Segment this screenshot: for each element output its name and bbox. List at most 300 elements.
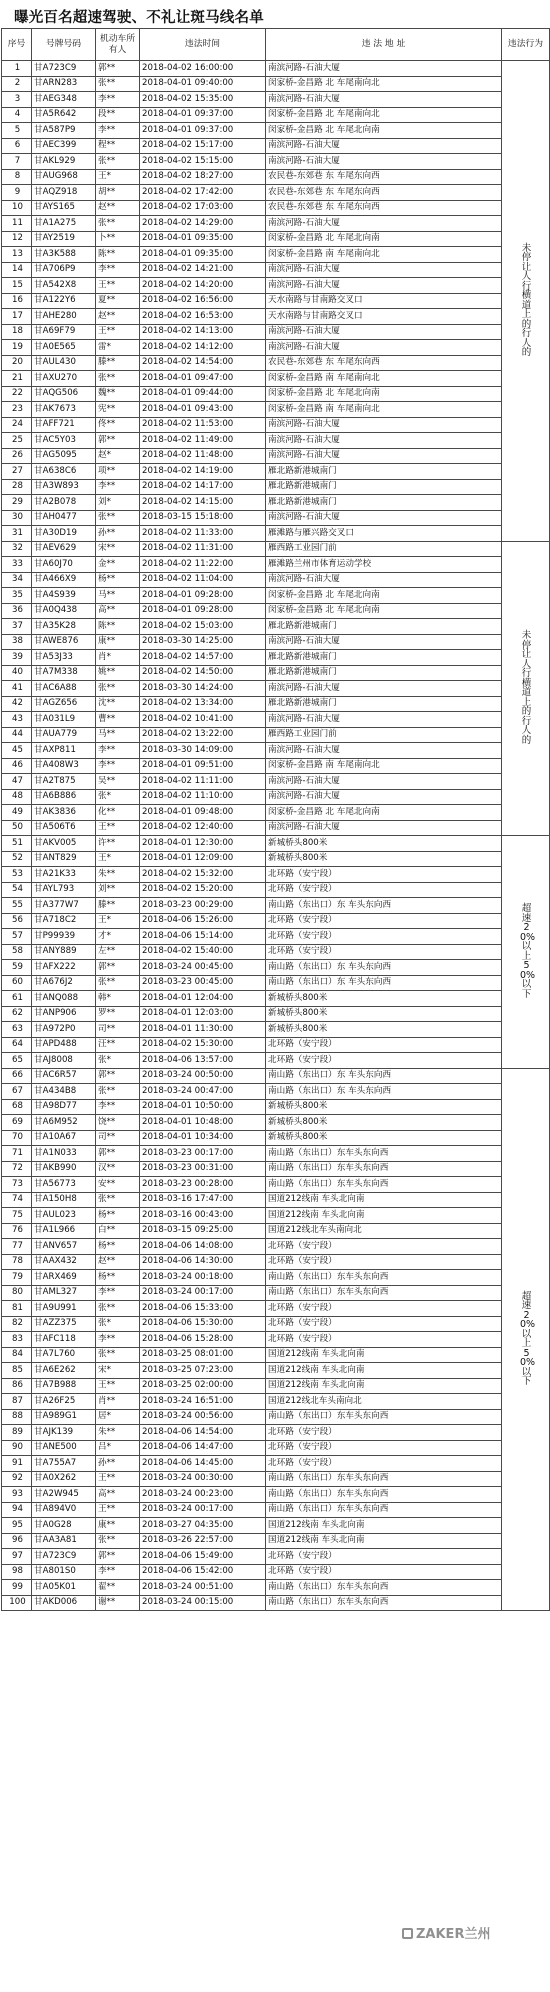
plate-cell: 甘AUA779 [32,727,96,743]
plate-cell: 甘AG5095 [32,448,96,464]
location-cell: 新城桥头800米 [266,1022,502,1038]
plate-cell: 甘A434B8 [32,1084,96,1100]
location-cell: 国道212线北车头南向北 [266,1394,502,1410]
location-cell: 南滨河路-石油大厦 [266,92,502,108]
plate-cell: 甘ANV657 [32,1239,96,1255]
location-cell: 闵家桥-金昌路 南 车尾南向北 [266,402,502,418]
owner-cell: 安** [96,1177,140,1193]
owner-cell: 曹** [96,712,140,728]
owner-cell: 韩* [96,991,140,1007]
serial-cell: 33 [2,557,32,573]
table-row [2,588,550,604]
serial-cell: 8 [2,169,32,185]
plate-cell: 甘A1N033 [32,1146,96,1162]
time-cell: 2018-03-15 15:18:00 [140,510,266,526]
location-cell: 南山路（东出口）东车头东向西 [266,1177,502,1193]
location-cell: 北环路（安宁段） [266,1456,502,1472]
table-row [2,1161,550,1177]
plate-cell: 甘A755A7 [32,1456,96,1472]
serial-cell: 58 [2,944,32,960]
time-cell: 2018-04-02 15:17:00 [140,138,266,154]
owner-cell: 才* [96,929,140,945]
location-cell: 新城桥头800米 [266,1006,502,1022]
serial-cell: 95 [2,1518,32,1534]
time-cell: 2018-04-01 09:48:00 [140,805,266,821]
serial-cell: 81 [2,1301,32,1317]
plate-cell: 甘A587P9 [32,123,96,139]
table-row [2,216,550,232]
serial-cell: 67 [2,1084,32,1100]
table-row [2,402,550,418]
serial-cell: 96 [2,1533,32,1549]
table-row [2,1533,550,1549]
serial-cell: 9 [2,185,32,201]
plate-cell: 甘A894V0 [32,1502,96,1518]
time-cell: 2018-04-02 13:22:00 [140,727,266,743]
owner-cell: 李** [96,123,140,139]
plate-cell: 甘AEV629 [32,541,96,557]
serial-cell: 59 [2,960,32,976]
owner-cell: 王** [96,1471,140,1487]
table-row [2,1084,550,1100]
serial-cell: 55 [2,898,32,914]
time-cell: 2018-04-02 14:12:00 [140,340,266,356]
time-cell: 2018-04-02 15:15:00 [140,154,266,170]
location-cell: 雁北路新港城南门 [266,665,502,681]
serial-cell: 69 [2,1115,32,1131]
owner-cell: 马** [96,588,140,604]
time-cell: 2018-04-06 13:57:00 [140,1053,266,1069]
owner-cell: 肖* [96,650,140,666]
plate-cell: 甘A7M338 [32,665,96,681]
serial-cell: 62 [2,1006,32,1022]
owner-cell: 张** [96,1084,140,1100]
serial-cell: 24 [2,417,32,433]
location-cell: 闵家桥-金昌路 北 车尾北向南 [266,805,502,821]
table-row [2,913,550,929]
serial-cell: 22 [2,386,32,402]
serial-cell: 92 [2,1471,32,1487]
owner-cell: 滕** [96,898,140,914]
serial-cell: 48 [2,789,32,805]
owner-cell: 项** [96,464,140,480]
page-title: 曝光百名超速驾驶、不礼让斑马线名单 [14,10,264,26]
table-row [2,433,550,449]
serial-cell: 70 [2,1130,32,1146]
plate-cell: 甘A408W3 [32,758,96,774]
table-row [2,1502,550,1518]
table-row [2,138,550,154]
table-row [2,92,550,108]
owner-cell: 孙** [96,1456,140,1472]
plate-cell: 甘AKB990 [32,1161,96,1177]
plate-cell: 甘A56773 [32,1177,96,1193]
serial-cell: 74 [2,1192,32,1208]
time-cell: 2018-03-25 08:01:00 [140,1347,266,1363]
owner-cell: 陈** [96,619,140,635]
time-cell: 2018-04-02 14:19:00 [140,464,266,480]
serial-cell: 1 [2,61,32,77]
owner-cell: 王** [96,1378,140,1394]
location-cell: 北环路（安宁段） [266,1254,502,1270]
table-row [2,681,550,697]
serial-cell: 36 [2,603,32,619]
plate-cell: 甘AFX222 [32,960,96,976]
location-cell: 南滨河路-石油大厦 [266,572,502,588]
serial-cell: 99 [2,1580,32,1596]
serial-cell: 85 [2,1363,32,1379]
serial-cell: 49 [2,805,32,821]
time-cell: 2018-03-30 14:24:00 [140,681,266,697]
plate-cell: 甘P99939 [32,929,96,945]
time-cell: 2018-04-01 10:34:00 [140,1130,266,1146]
time-cell: 2018-04-02 16:56:00 [140,293,266,309]
header-time: 违法时间 [140,29,266,61]
owner-cell: 朱** [96,867,140,883]
time-cell: 2018-03-24 16:51:00 [140,1394,266,1410]
owner-cell: 高** [96,603,140,619]
location-cell: 新城桥头800米 [266,851,502,867]
plate-cell: 甘AYL793 [32,882,96,898]
plate-cell: 甘ANE500 [32,1440,96,1456]
time-cell: 2018-03-15 09:25:00 [140,1223,266,1239]
serial-cell: 53 [2,867,32,883]
time-cell: 2018-04-01 09:40:00 [140,76,266,92]
table-row [2,1487,550,1503]
location-cell: 闵家桥-金昌路 北 车尾北向南 [266,231,502,247]
serial-cell: 40 [2,665,32,681]
serial-cell: 11 [2,216,32,232]
plate-cell: 甘ANY889 [32,944,96,960]
location-cell: 南山路（东出口）东车头东向西 [266,1409,502,1425]
owner-cell: 郭** [96,433,140,449]
serial-cell: 80 [2,1285,32,1301]
time-cell: 2018-03-24 00:51:00 [140,1580,266,1596]
table-row [2,727,550,743]
plate-cell: 甘A7B988 [32,1378,96,1394]
table-row [2,1022,550,1038]
location-cell: 国道212线南 车头北向南 [266,1378,502,1394]
serial-cell: 30 [2,510,32,526]
plate-cell: 甘A718C2 [32,913,96,929]
time-cell: 2018-04-01 10:48:00 [140,1115,266,1131]
table-row [2,1099,550,1115]
serial-cell: 89 [2,1425,32,1441]
plate-cell: 甘A21K33 [32,867,96,883]
table-row [2,1471,550,1487]
location-cell: 国道212线南 车头北向南 [266,1208,502,1224]
serial-cell: 77 [2,1239,32,1255]
owner-cell: 姚** [96,665,140,681]
serial-cell: 23 [2,402,32,418]
owner-cell: 赵** [96,200,140,216]
time-cell: 2018-04-01 09:37:00 [140,107,266,123]
owner-cell: 王* [96,913,140,929]
location-cell: 北环路（安宁段） [266,1440,502,1456]
serial-cell: 63 [2,1022,32,1038]
location-cell: 闵家桥-金昌路 北 车尾北向南 [266,386,502,402]
plate-cell: 甘A35K28 [32,619,96,635]
location-cell: 北环路（安宁段） [266,1053,502,1069]
serial-cell: 16 [2,293,32,309]
time-cell: 2018-04-01 09:28:00 [140,588,266,604]
owner-cell: 许** [96,836,140,852]
location-cell: 北环路（安宁段） [266,1564,502,1580]
serial-cell: 37 [2,619,32,635]
owner-cell: 李** [96,1332,140,1348]
plate-cell: 甘AFF721 [32,417,96,433]
location-cell: 南山路（东出口）东车头东向西 [266,1580,502,1596]
location-cell: 雁北路新港城南门 [266,495,502,511]
table-row [2,386,550,402]
serial-cell: 35 [2,588,32,604]
owner-cell: 夏** [96,293,140,309]
plate-cell: 甘AZZ375 [32,1316,96,1332]
owner-cell: 张** [96,371,140,387]
table-row [2,975,550,991]
serial-cell: 2 [2,76,32,92]
owner-cell: 卜** [96,231,140,247]
table-row [2,278,550,294]
owner-cell: 吕* [96,1440,140,1456]
location-cell: 北环路（安宁段） [266,1301,502,1317]
table-row [2,1115,550,1131]
location-cell: 雁北路新港城南门 [266,619,502,635]
owner-cell: 杨** [96,1270,140,1286]
time-cell: 2018-03-27 04:35:00 [140,1518,266,1534]
owner-cell: 谢** [96,1595,140,1611]
location-cell: 北环路（安宁段） [266,1037,502,1053]
location-cell: 北环路（安宁段） [266,1239,502,1255]
time-cell: 2018-04-01 09:35:00 [140,231,266,247]
time-cell: 2018-04-02 11:33:00 [140,526,266,542]
plate-cell: 甘AC6R57 [32,1068,96,1084]
time-cell: 2018-04-01 09:37:00 [140,123,266,139]
owner-cell: 郭** [96,1068,140,1084]
serial-cell: 76 [2,1223,32,1239]
owner-cell: 李** [96,758,140,774]
owner-cell: 张** [96,154,140,170]
table-row [2,510,550,526]
owner-cell: 沈** [96,696,140,712]
location-cell: 闵家桥-金昌路 北 车尾南向北 [266,107,502,123]
owner-cell: 张** [96,1192,140,1208]
table-row [2,1239,550,1255]
table-row [2,541,550,557]
time-cell: 2018-04-02 14:15:00 [140,495,266,511]
location-cell: 北环路（安宁段） [266,1316,502,1332]
time-cell: 2018-04-06 14:54:00 [140,1425,266,1441]
zaker-logo-icon [402,1928,413,1939]
serial-cell: 98 [2,1564,32,1580]
location-cell: 北环路（安宁段） [266,929,502,945]
owner-cell: 朱** [96,1425,140,1441]
time-cell: 2018-04-02 11:22:00 [140,557,266,573]
plate-cell: 甘A377W7 [32,898,96,914]
table-row [2,76,550,92]
owner-cell: 马** [96,727,140,743]
serial-cell: 79 [2,1270,32,1286]
plate-cell: 甘A7L760 [32,1347,96,1363]
table-row [2,1363,550,1379]
location-cell: 南滨河路-石油大厦 [266,278,502,294]
time-cell: 2018-04-02 15:20:00 [140,882,266,898]
owner-cell: 郭** [96,960,140,976]
time-cell: 2018-03-24 00:15:00 [140,1595,266,1611]
plate-cell: 甘AWE876 [32,634,96,650]
table-row [2,805,550,821]
time-cell: 2018-03-24 00:23:00 [140,1487,266,1503]
table-row [2,758,550,774]
plate-cell: 甘AHE280 [32,309,96,325]
table-row [2,1564,550,1580]
location-cell: 国道212线南 车头北向南 [266,1347,502,1363]
table-row [2,1208,550,1224]
location-cell: 南滨河路-石油大厦 [266,448,502,464]
location-cell: 南滨河路-石油大厦 [266,789,502,805]
table-row [2,1394,550,1410]
plate-cell: 甘A466X9 [32,572,96,588]
table-row [2,247,550,263]
time-cell: 2018-04-01 12:03:00 [140,1006,266,1022]
owner-cell: 程** [96,138,140,154]
location-cell: 农民巷-东郊巷 东 车尾东向西 [266,355,502,371]
location-cell: 农民巷-东郊巷 东 车尾东向西 [266,185,502,201]
plate-cell: 甘A69F79 [32,324,96,340]
time-cell: 2018-04-02 15:03:00 [140,619,266,635]
plate-cell: 甘A506T6 [32,820,96,836]
time-cell: 2018-04-02 11:10:00 [140,789,266,805]
plate-cell: 甘A26F25 [32,1394,96,1410]
owner-cell: 李** [96,262,140,278]
serial-cell: 18 [2,324,32,340]
serial-cell: 12 [2,231,32,247]
time-cell: 2018-04-06 14:47:00 [140,1440,266,1456]
plate-cell: 甘AUL430 [32,355,96,371]
time-cell: 2018-03-24 00:45:00 [140,960,266,976]
serial-cell: 3 [2,92,32,108]
table-row [2,665,550,681]
table-row [2,1130,550,1146]
plate-cell: 甘A2B078 [32,495,96,511]
location-cell: 闵家桥-金昌路 北 车尾北向南 [266,603,502,619]
serial-cell: 66 [2,1068,32,1084]
plate-cell: 甘ARX469 [32,1270,96,1286]
plate-cell: 甘A2T875 [32,774,96,790]
location-cell: 闵家桥-金昌路 北 车尾南向北 [266,76,502,92]
plate-cell: 甘A10A67 [32,1130,96,1146]
serial-cell: 91 [2,1456,32,1472]
plate-cell: 甘A989G1 [32,1409,96,1425]
plate-cell: 甘A638C6 [32,464,96,480]
location-cell: 南滨河路-石油大厦 [266,712,502,728]
time-cell: 2018-04-02 11:11:00 [140,774,266,790]
table-row [2,1006,550,1022]
plate-cell: 甘AQG506 [32,386,96,402]
plate-cell: 甘AML327 [32,1285,96,1301]
time-cell: 2018-04-02 14:13:00 [140,324,266,340]
table-row [2,1549,550,1565]
location-cell: 南山路（东出口）东车头东向西 [266,1595,502,1611]
location-cell: 北环路（安宁段） [266,1332,502,1348]
serial-cell: 82 [2,1316,32,1332]
table-row [2,464,550,480]
location-cell: 南滨河路-石油大厦 [266,433,502,449]
table-row [2,960,550,976]
serial-cell: 43 [2,712,32,728]
plate-cell: 甘A1A275 [32,216,96,232]
table-row [2,929,550,945]
serial-cell: 65 [2,1053,32,1069]
time-cell: 2018-03-25 07:23:00 [140,1363,266,1379]
time-cell: 2018-03-23 00:28:00 [140,1177,266,1193]
watermark-text: ZAKER兰州 [416,1927,491,1942]
table-row [2,650,550,666]
owner-cell: 赵** [96,1254,140,1270]
owner-cell: 郭** [96,1146,140,1162]
violation-type-text: 未停让人行横道上的行人的 [521,630,532,746]
location-cell: 南山路（东出口）东 车头东向西 [266,975,502,991]
location-cell: 南山路（东出口）东 车头东向西 [266,960,502,976]
violation-type-cell [502,1068,550,1611]
time-cell: 2018-04-02 17:03:00 [140,200,266,216]
owner-cell: 张** [96,1301,140,1317]
table-row [2,836,550,852]
time-cell: 2018-04-01 09:51:00 [140,758,266,774]
serial-cell: 51 [2,836,32,852]
location-cell: 雁西路工业园门前 [266,541,502,557]
owner-cell: 肖** [96,1394,140,1410]
time-cell: 2018-03-24 00:18:00 [140,1270,266,1286]
plate-cell: 甘AK3836 [32,805,96,821]
plate-cell: 甘AC6A88 [32,681,96,697]
location-cell: 国道212线南 车头北向南 [266,1533,502,1549]
table-row [2,1068,550,1084]
table-row [2,154,550,170]
table-row [2,1456,550,1472]
violation-type-cell [502,541,550,836]
time-cell: 2018-04-02 15:30:00 [140,1037,266,1053]
owner-cell: 王** [96,324,140,340]
plate-cell: 甘A0Q438 [32,603,96,619]
location-cell: 国道212线南 车头北向南 [266,1192,502,1208]
location-cell: 南滨河路-石油大厦 [266,510,502,526]
owner-cell: 郭** [96,61,140,77]
plate-cell: 甘AYS165 [32,200,96,216]
table-row [2,123,550,139]
owner-cell: 金** [96,557,140,573]
header-violation: 违法行为 [502,29,550,61]
serial-cell: 7 [2,154,32,170]
owner-cell: 左** [96,944,140,960]
owner-cell: 居* [96,1409,140,1425]
owner-cell: 宋** [96,541,140,557]
owner-cell: 王** [96,278,140,294]
location-cell: 新城桥头800米 [266,1115,502,1131]
table-row [2,479,550,495]
location-cell: 新城桥头800米 [266,1130,502,1146]
serial-cell: 52 [2,851,32,867]
time-cell: 2018-04-01 09:35:00 [140,247,266,263]
violator-list-table [1,28,550,1611]
location-cell: 闵家桥-金昌路 南 车尾南向北 [266,247,502,263]
serial-cell: 28 [2,479,32,495]
plate-cell: 甘A0E565 [32,340,96,356]
location-cell: 北环路（安宁段） [266,913,502,929]
owner-cell: 李** [96,1099,140,1115]
time-cell: 2018-04-01 09:28:00 [140,603,266,619]
plate-cell: 甘AEC399 [32,138,96,154]
